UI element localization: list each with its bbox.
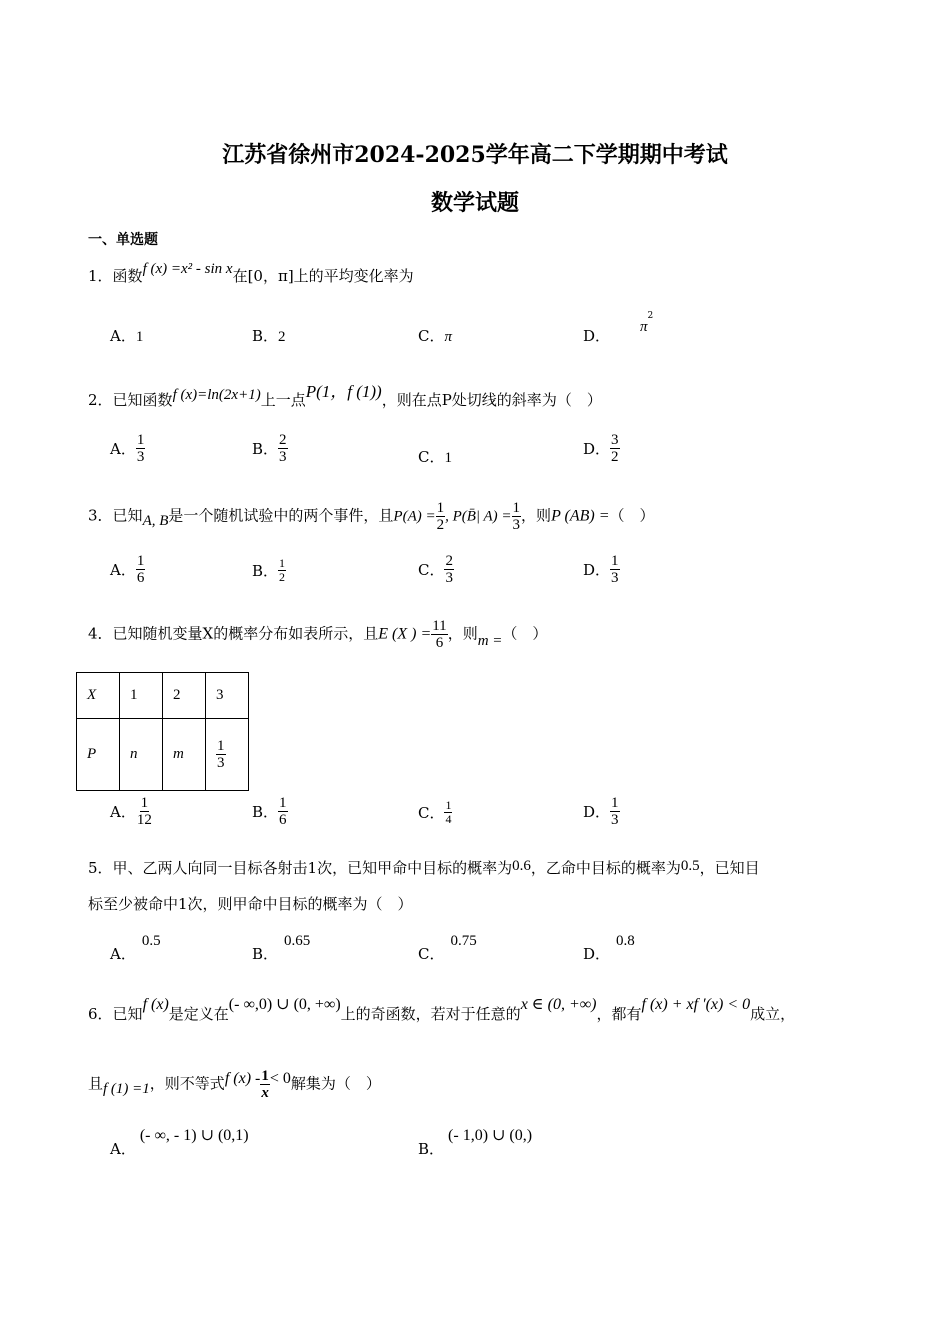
option-c[interactable] (418, 446, 452, 467)
option-label: D． (583, 803, 611, 821)
option-label: C． (418, 327, 445, 345)
inequality-expression: f (x) + xf ′(x) < 0 (641, 996, 751, 1013)
distribution-table (76, 672, 249, 791)
question-text: 已知 (112, 506, 143, 525)
question-text: ，乙命中目标的概率为 (530, 859, 681, 877)
option-label: B． (252, 440, 279, 458)
option-label: B． (252, 803, 279, 821)
function-expression: f (x)=ln(2x+1) (172, 387, 261, 403)
option-label: B． (252, 945, 279, 963)
option-label: A． (110, 561, 136, 579)
option-label: B． (252, 327, 279, 345)
option-a[interactable] (110, 933, 161, 964)
option-value: (- ∞, - 1) ∪ (0,1) (139, 1127, 249, 1144)
question-6-line2 (88, 1068, 381, 1101)
option-label: A． (110, 327, 136, 345)
question-2 (88, 382, 602, 410)
question-6 (88, 996, 796, 1024)
option-b[interactable] (252, 557, 286, 584)
domain-expression: (- ∞,0) ∪ (0, +∞) (228, 996, 341, 1013)
option-fraction: $\frac{2}{3}$ (445, 553, 453, 586)
question-text: 是一个随机试验中的两个事件，且 (168, 506, 394, 525)
option-value: 0.65 (284, 933, 311, 949)
question-text: ，则在点P处切线的斜率为（ ） (381, 391, 602, 409)
option-label: B． (418, 1140, 445, 1158)
option-fraction: $\frac{1}{2}$ (279, 556, 286, 584)
option-fraction: $\frac{1}{6}$ (136, 553, 145, 586)
probability-pba: , P(B̄| A) = (445, 508, 512, 525)
option-c[interactable] (418, 933, 477, 964)
option-a[interactable] (110, 553, 145, 586)
option-value: 0.5 (141, 933, 161, 949)
event-names: A, B (142, 512, 169, 529)
option-fraction: $\frac{1}{3}$ (136, 432, 145, 465)
table-cell: 2 (163, 673, 206, 719)
option-label: C． (418, 804, 445, 822)
option-c[interactable] (418, 799, 452, 826)
table-cell: P (77, 719, 120, 791)
question-5-line2: 标至少被命中1次，则甲命中目标的概率为（ ） (88, 895, 413, 913)
option-label: A． (110, 803, 136, 821)
question-number: 4． (88, 624, 113, 643)
probability-value: 0.5 (680, 858, 700, 874)
x-in-expression: x ∈ (0, +∞) (520, 996, 597, 1013)
question-text: 且 (88, 1074, 104, 1093)
question-text: 已知函数 (112, 391, 173, 409)
option-label: C． (418, 448, 445, 466)
question-text: 已知 (112, 1005, 143, 1023)
probability-value: 0.6 (512, 858, 531, 874)
section-heading: 一、单选题 (88, 232, 158, 248)
function-fx: f (x) (142, 996, 169, 1013)
option-a[interactable] (110, 432, 145, 465)
question-number: 2． (88, 391, 113, 409)
probability-pab: P (AB) = (551, 507, 610, 525)
option-b[interactable] (252, 325, 286, 346)
option-fraction: $\frac{1}{4}$ (445, 798, 452, 826)
option-label: D． (583, 440, 611, 458)
page-title: 江苏省徐州市2024-2025学年高二下学期期中考试 (222, 142, 728, 168)
question-text: ，则 (447, 624, 478, 643)
table-row (77, 719, 249, 791)
option-fraction: $\frac{1}{12}$ (136, 795, 152, 828)
table-cell: 3 (206, 673, 249, 719)
option-fraction: $\frac{3}{2}$ (611, 432, 619, 465)
option-c[interactable] (418, 325, 452, 346)
option-b[interactable] (252, 432, 288, 465)
question-text: 在[0，π]上的平均变化率为 (232, 267, 414, 285)
f1-expression: f (1) =1 (103, 1080, 150, 1097)
option-value: 1 (444, 450, 452, 466)
fraction: $\frac{11}{6}$ (432, 618, 447, 651)
question-text: 甲、乙两人向同一目标各射击1次，已知甲命中目标的概率为 (112, 859, 513, 877)
option-c[interactable] (418, 553, 454, 586)
question-text: 解集为（ ） (290, 1074, 381, 1093)
option-label: A． (110, 440, 136, 458)
table-cell: 1 (120, 673, 163, 719)
inequality-left: f (x) - (224, 1069, 261, 1087)
table-cell: m (163, 719, 206, 791)
question-text: ，都有 (596, 1005, 642, 1023)
question-text: 是定义在 (168, 1005, 229, 1023)
function-expression: f (x) =x² - sin x (142, 261, 233, 277)
question-text: 上一点 (260, 391, 306, 409)
option-d[interactable] (583, 553, 620, 586)
question-text: ，已知目 (699, 859, 760, 877)
option-value: 0.75 (450, 933, 477, 949)
question-text: （ ） (502, 624, 548, 643)
point-expression: P(1，f (1)) (305, 382, 382, 401)
option-label: D． (583, 561, 611, 579)
table-cell: $\frac{1}{3}$ (206, 719, 249, 791)
option-b[interactable] (418, 1127, 533, 1159)
option-label: B． (252, 562, 279, 580)
variable-m: m = (477, 632, 503, 649)
option-value: 0.8 (616, 933, 635, 949)
question-number: 1． (88, 267, 113, 285)
question-text: ，则不等式 (149, 1074, 225, 1093)
option-d[interactable] (583, 432, 620, 465)
expectation-expression: E (X ) = (378, 625, 432, 643)
inequality-right: < 0 (269, 1069, 291, 1087)
option-fraction: $\frac{1}{3}$ (611, 795, 619, 828)
option-d[interactable]: D． $\pi^2$ (583, 311, 654, 345)
fraction: $\frac{1}{x}$ (261, 1068, 269, 1101)
question-number: 3． (88, 506, 113, 525)
option-fraction: $\frac{1}{3}$ (611, 553, 619, 586)
option-b[interactable] (252, 933, 311, 964)
question-text: （ ） (609, 506, 655, 525)
probability-pa: P(A) = (393, 508, 436, 525)
option-b[interactable] (252, 795, 288, 828)
option-d[interactable] (583, 795, 620, 828)
option-a[interactable] (110, 325, 143, 346)
option-d[interactable] (583, 933, 635, 964)
option-value: 2 (278, 329, 286, 345)
option-label: D． (583, 945, 611, 963)
option-label: C． (418, 945, 445, 963)
question-text: ，则 (521, 506, 552, 525)
option-fraction: $\frac{1}{6}$ (279, 795, 287, 828)
question-5 (88, 857, 760, 878)
question-text: 上的奇函数，若对于任意的 (340, 1005, 521, 1023)
page-subtitle: 数学试题 (430, 190, 519, 216)
option-label: A． (110, 945, 136, 963)
option-value: (- 1,0) ∪ (0,) (448, 1127, 533, 1144)
fraction: $\frac{1}{3}$ (512, 500, 521, 533)
question-number: 5． (88, 859, 113, 877)
option-label: D． (583, 327, 611, 345)
table-cell: n (120, 719, 163, 791)
table-row (77, 673, 249, 719)
option-a[interactable] (110, 1127, 249, 1159)
question-text: 成立， (750, 1005, 796, 1023)
question-text: 函数 (112, 267, 143, 285)
option-label: C． (418, 561, 445, 579)
question-4 (88, 618, 547, 651)
fraction: $\frac{1}{2}$ (436, 500, 445, 533)
question-1 (88, 261, 414, 286)
option-value: π (640, 319, 648, 335)
option-a[interactable] (110, 795, 153, 828)
question-number: 6． (88, 1005, 113, 1023)
table-cell: X (77, 673, 120, 719)
option-label: A． (110, 1140, 136, 1158)
option-value: π (444, 329, 452, 345)
question-3 (88, 500, 655, 533)
option-value: 1 (135, 329, 144, 345)
option-fraction: $\frac{2}{3}$ (279, 432, 287, 465)
question-text: 已知随机变量X的概率分布如表所示，且 (112, 624, 379, 643)
